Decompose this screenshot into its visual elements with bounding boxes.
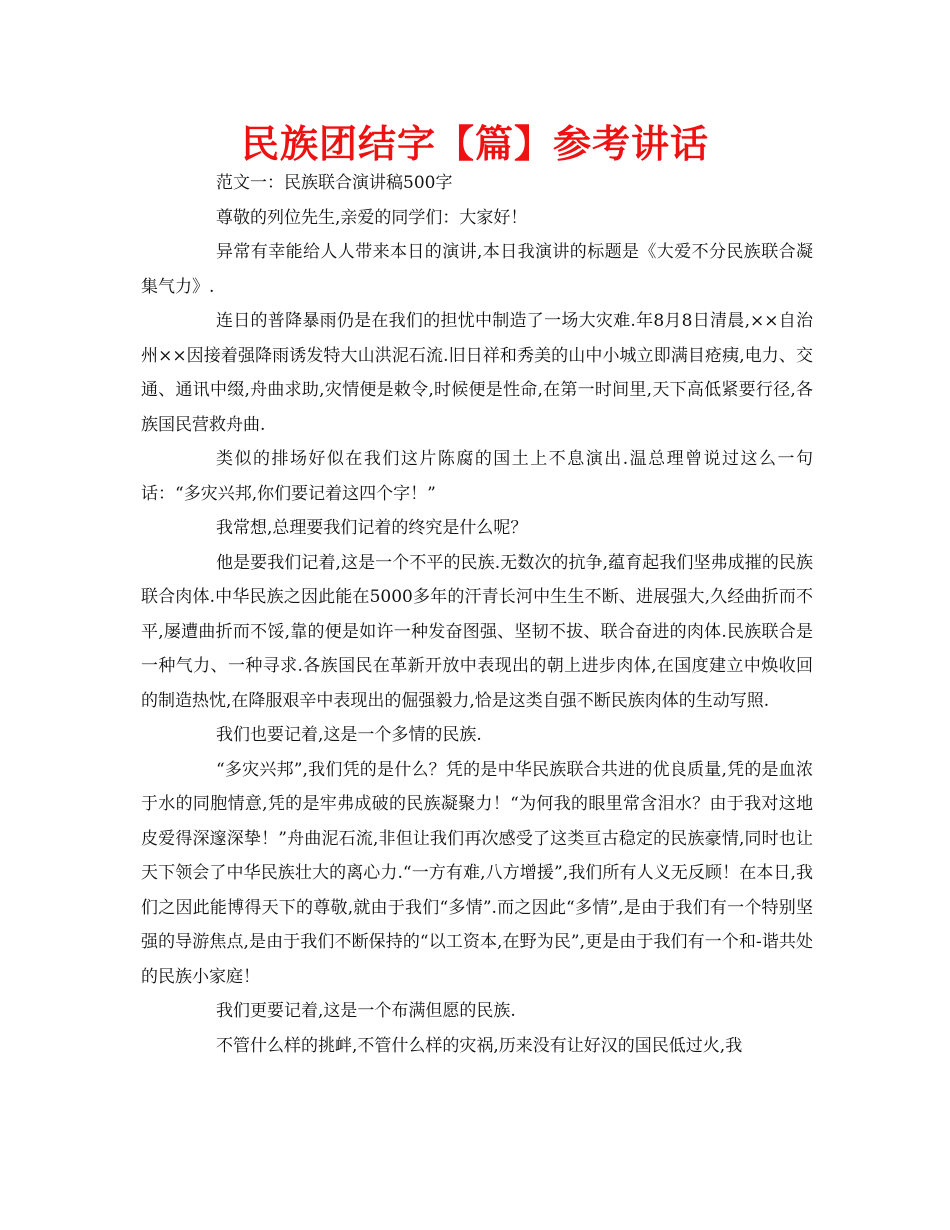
paragraph: 他是要我们记着,这是一个不平的民族.无数次的抗争,蕴育起我们坚弗成摧的民族联合肉体.中华民族之因此能在5000多年的汗青长河中生生不断、进展强大,久经曲折而不平,屡遭曲折而不馁,靠的便是如许一种发奋图强、坚韧不拔、联合奋进的肉体.民族联合是一种气力、一种寻求.各族国民在革新开放中表现出的朝上进步肉体,在国度建立中焕收回的制造热忱,在降服艰辛中表现出的倔强毅力,恰是这类自强不断民族肉体的生动写照. (141, 552, 813, 711)
paragraph: 不管什么样的挑衅,不管什么样的灾祸,历来没有让好汉的国民低过火,我 (216, 1035, 743, 1056)
paragraph: 类似的排场好似在我们这片陈腐的国土上不息演出.温总理曾说过这么一句话：“多灾兴邦,你们要记着这四个字！” (141, 449, 813, 504)
document-title: 民族团结字【篇】参考讲话 (240, 122, 709, 166)
paragraph: 我们更要记着,这是一个布满但愿的民族. (216, 1001, 516, 1021)
paragraph-heading: 范文一：民族联合演讲稿500字 (216, 173, 453, 193)
paragraph: “多灾兴邦”,我们凭的是什么？凭的是中华民族联合共进的优良质量,凭的是血浓于水的同胞情意,凭的是牢弗成破的民族凝聚力！“为何我的眼里常含泪水？由于我对这地皮爱得深邃深挚！”舟曲泥石流,非但让我们再次感受了这类亘古稳定的民族豪情,同时也让天下领会了中华民族壮大的离心力.“一方有难,八方增援”,我们所有人义无反顾！在本日,我们之因此能博得天下的尊敬,就由于我们“多情”.而之因此“多情”,是由于我们有一个特别坚强的导游焦点,是由于我们不断保持的“以工资本,在野为民”,更是由于我们有一个和-谐共处的民族小家庭！ (141, 759, 813, 987)
document-body (141, 166, 813, 1063)
paragraph: 异常有幸能给人人带来本日的演讲,本日我演讲的标题是《大爱不分民族联合凝集气力》. (141, 242, 813, 297)
paragraph: 连日的普降暴雨仍是在我们的担忧中制造了一场大灾难.年8月8日清晨,××自治州××因接着强降雨诱发特大山洪泥石流.旧日祥和秀美的山中小城立即满目疮痍,电力、交通、通讯中缀,舟曲求助,灾情便是敕令,时候便是性命,在第一时间里,天下高低紧要行径,各族国民营救舟曲. (141, 311, 813, 435)
paragraph: 我常想,总理要我们记着的终究是什么呢？ (216, 518, 528, 538)
paragraph-greeting: 尊敬的列位先生,亲爱的同学们：大家好！ (216, 207, 528, 228)
paragraph: 我们也要记着,这是一个多情的民族. (216, 725, 482, 745)
